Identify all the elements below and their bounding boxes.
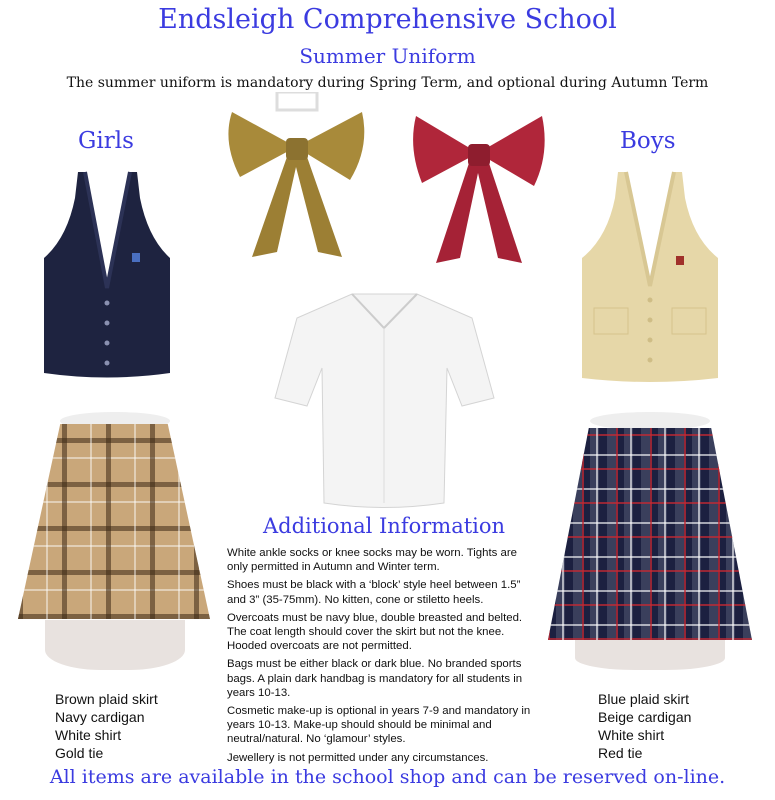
white-shirt-image xyxy=(272,288,497,513)
boys-item-list xyxy=(598,690,691,762)
list-item: Blue plaid skirt xyxy=(598,691,690,707)
girls-heading: Girls xyxy=(78,128,134,154)
beige-cardigan-image xyxy=(578,168,723,388)
page-subtitle: Summer Uniform xyxy=(299,44,476,68)
mannequin-legs xyxy=(45,620,185,670)
blue-plaid-skirt-image xyxy=(548,428,752,640)
mannequin-legs xyxy=(575,640,725,670)
info-paragraph: Cosmetic make-up is optional in years 7-9 and mandatory in years 10-13. Make-up should should be minimal and neutral/natural. No ‘glamour’ styles. xyxy=(227,705,531,746)
info-paragraph: White ankle socks or knee socks may be worn. Tights are only permitted in Autumn and Winter term. xyxy=(227,547,517,574)
info-paragraph: Overcoats must be navy blue, double breasted and belted. The coat length should cover the skirt but not the knee. Hooded overcoats are not permitted. xyxy=(227,611,523,653)
boys-heading: Boys xyxy=(620,128,676,154)
info-paragraph: Shoes must be black with a ‘block’ style heel between 1.5” and 3” (35-75mm). No kitten, cone or stiletto heels. xyxy=(227,579,521,606)
navy-cardigan-image xyxy=(40,168,175,383)
list-item: White shirt xyxy=(55,727,122,743)
page-title: Endsleigh Comprehensive School xyxy=(158,4,617,35)
list-item: Beige cardigan xyxy=(598,709,692,725)
list-item: Red tie xyxy=(598,745,643,761)
list-item: White shirt xyxy=(598,727,665,743)
list-item: Gold tie xyxy=(55,745,104,761)
info-paragraph: Jewellery is not permitted under any circumstances. xyxy=(227,751,489,764)
info-paragraph: Bags must be either black or dark blue. No branded sports bags. A plain dark handbag is mandatory for all students in years 10-13. xyxy=(227,658,523,699)
footer-note: All items are available in the school shop and can be reserved on-line. xyxy=(49,766,726,788)
uniform-description: The summer uniform is mandatory during Spring Term, and optional during Autumn Term xyxy=(66,75,709,91)
additional-info-heading: Additional Information xyxy=(263,514,506,538)
additional-info-text xyxy=(227,546,539,769)
list-item: Brown plaid skirt xyxy=(55,691,158,707)
mannequin-waist xyxy=(590,412,710,430)
list-item: Navy cardigan xyxy=(55,709,145,725)
girls-item-list xyxy=(55,690,158,762)
gold-tie-image xyxy=(222,92,370,264)
brown-plaid-skirt-image xyxy=(18,424,210,619)
red-tie-image xyxy=(408,108,550,270)
